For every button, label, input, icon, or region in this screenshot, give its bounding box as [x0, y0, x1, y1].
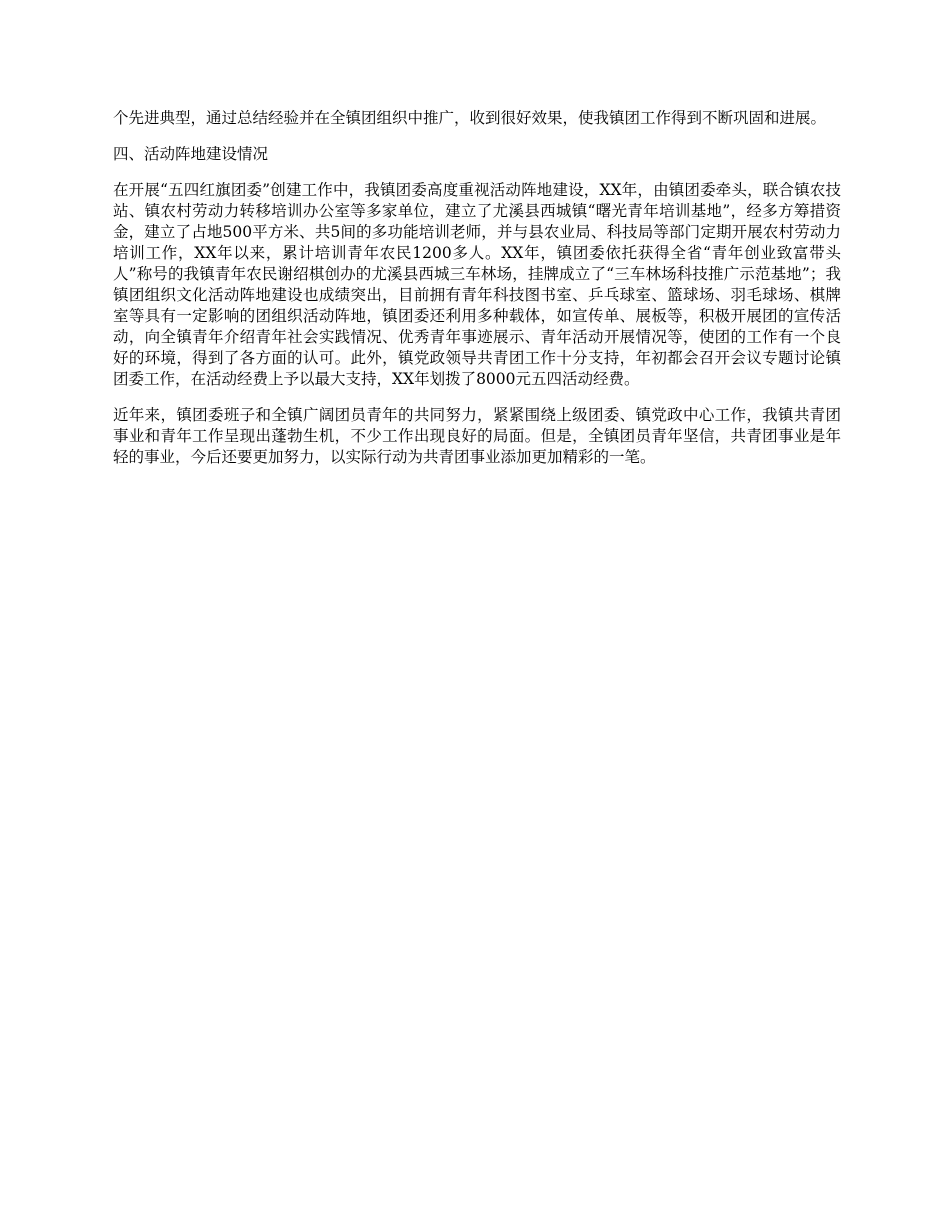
- paragraph-conclusion: 近年来，镇团委班子和全镇广阔团员青年的共同努力，紧紧围绕上级团委、镇党政中心工作，我镇共青团事业和青年工作呈现出蓬勃生机，不少工作出现良好的局面。但是，全镇团员青年坚信，共青团事业是年轻的事业，今后还要更加努力，以实际行动为共青团事业添加更加精彩的一笔。: [113, 406, 841, 466]
- section-heading: 四、活动阵地建设情况: [113, 145, 269, 163]
- paragraph-activity-venues: 在开展“五四红旗团委”创建工作中，我镇团委高度重视活动阵地建设，XX年，由镇团委牵头，联合镇农技站、镇农村劳动力转移培训办公室等多家单位，建立了尤溪县西城镇“曙光青年培训基地”，经多方筹措资金，建立了占地500平方米、共5间的多功能培训老师，并与县农业局、科技局等部门定期开展农村劳动力培训工作，XX年以来，累计培训青年农民1200多人。XX年，镇团委依托获得全省“青年创业致富带头人”称号的我镇青年农民谢绍棋创办的尤溪县西城三车林场，挂牌成立了“三车林场科技推广示范基地”；我镇团组织文化活动阵地建设也成绩突出，目前拥有青年科技图书室、乒乓球室、篮球场、羽毛球场、棋牌室等具有一定影响的团组织活动阵地，镇团委还利用多种载体，如宣传单、展板等，积极开展团的宣传活动，向全镇青年介绍青年社会实践情况、优秀青年事迹展示、青年活动开展情况等，使团的工作有一个良好的环境，得到了各方面的认可。此外，镇党政领导共青团工作十分支持，年初都会召开会议专题讨论镇团委工作，在活动经费上予以最大支持，XX年划拨了8000元五四活动经费。: [113, 181, 841, 388]
- paragraph-continuation: 个先进典型，通过总结经验并在全镇团组织中推广，收到很好效果，使我镇团工作得到不断巩固和进展。: [113, 109, 827, 127]
- document-body: [113, 108, 841, 483]
